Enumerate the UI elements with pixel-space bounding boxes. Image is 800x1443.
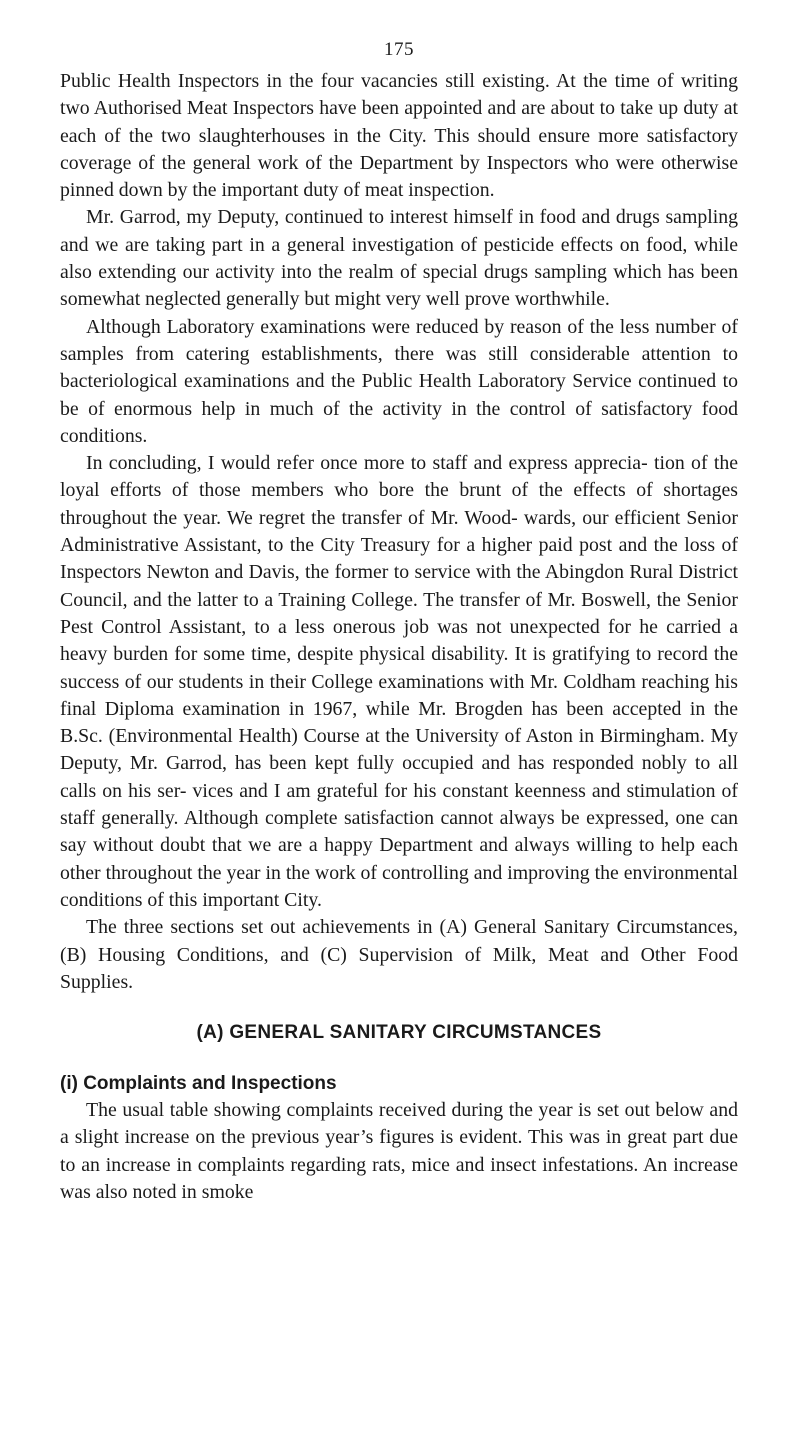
paragraph-continuation: Public Health Inspectors in the four vacancies still existing. At the time of writing two Authorised Meat Inspectors have been appointed and are about to take up duty at each of the two slaughterhouses in the City. This should ensure more satisfactory coverage of the general work of the Department by Inspectors who were otherwise pinned down by the important duty of meat inspection. bbox=[60, 70, 738, 202]
sub-heading: (i) Complaints and Inspections bbox=[60, 1073, 337, 1095]
paragraph-complaints: The usual table showing complaints received during the year is set out below and a slight increase on the previous year’s figures is evident. This was in great part due to an increase in complaints regarding rats, mice and insect infestations. An increase was also noted in smoke bbox=[60, 1099, 738, 1203]
paragraph-staff-appreciation: In concluding, I would refer once more to staff and express apprecia- tion of the loyal efforts of those members who bore the brunt of the effects of shortages throughout the year. We regret the transfer of Mr. Wood- wards, our efficient Senior Administrative Assistant, to the City Treasury for a higher paid post and the loss of Inspectors Newton and Davis, the former to service with the Abingdon Rural District Council, and the latter to a Training College. The transfer of Mr. Boswell, the Senior Pest Control Assistant, to a less onerous job was not unexpected for he carried a heavy burden for some time, despite physical disability. It is gratifying to record the success of our students in their College examinations with Mr. Coldham reaching his final Diploma examination in 1967, while Mr. Brogden has been accepted in the B.Sc. (Environmental Health) Course at the University of Aston in Birmingham. My Deputy, Mr. Garrod, has been kept fully occupied and has responded nobly to all calls on his ser- vices and I am grateful for his constant keenness and stimulation of staff generally. Although complete satisfaction cannot always be expressed, one can say without doubt that we are a happy Department and always willing to help each other throughout the year in the work of controlling and improving the environmental conditions of this important City. bbox=[60, 452, 738, 911]
section-heading: (A) GENERAL SANITARY CIRCUMSTANCES bbox=[196, 1022, 602, 1044]
paragraph-laboratory-examinations: Although Laboratory examinations were reduced by reason of the less number of samples from catering establishments, there was still considerable attention to bacteriological examinations and the Public Health Laboratory Service continued to be of enormous help in much of the activity in the control of satisfactory food conditions. bbox=[60, 315, 738, 447]
paragraph-three-sections: The three sections set out achievements in (A) General Sanitary Circumstances, (B) Housing Conditions, and (C) Supervision of Milk, Meat and Other Food Supplies. bbox=[60, 916, 738, 993]
paragraph-food-drugs-sampling: Mr. Garrod, my Deputy, continued to interest himself in food and drugs sampling and we are taking part in a general investigation of pesticide effects on food, while also extending our activity into the realm of special drugs sampling which has been somewhat neglected generally but might very well prove worthwhile. bbox=[60, 206, 738, 311]
page-number: 175 bbox=[384, 39, 414, 60]
section-body-text bbox=[60, 1097, 738, 1206]
body-text bbox=[60, 68, 738, 996]
